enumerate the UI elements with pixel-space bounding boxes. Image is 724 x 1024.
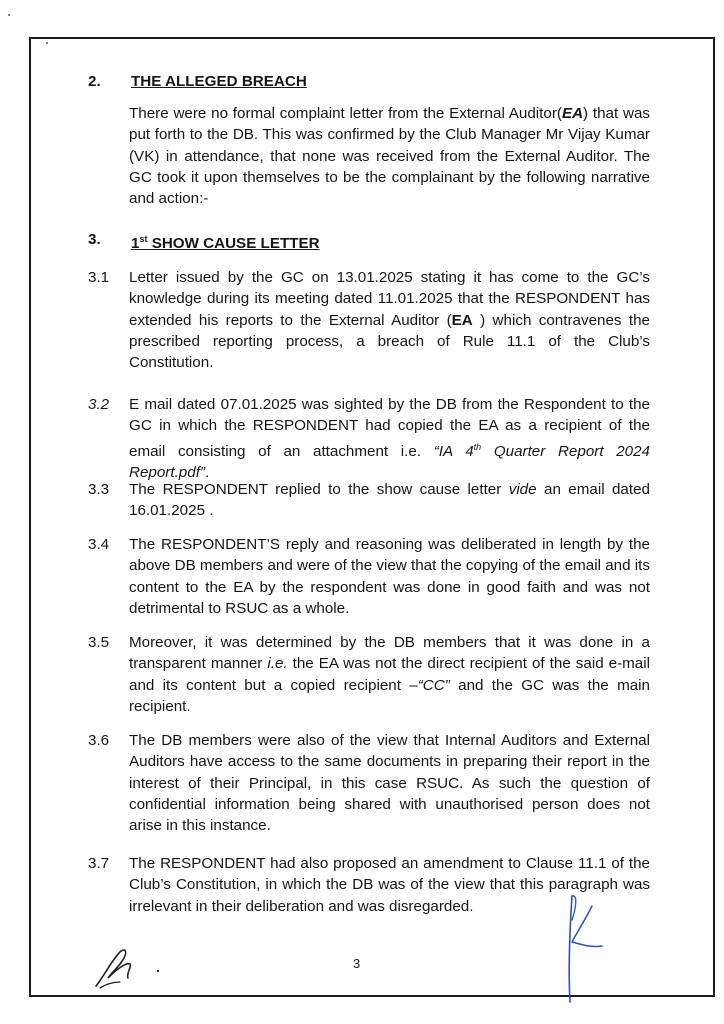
item-number: 3.1 [88, 269, 110, 286]
section-3-number: 3. [88, 231, 101, 248]
item-text: The RESPONDENT had also proposed an amendment to Clause 11.1 of the Club’s Constitution, in which the DB was of the view that this paragraph was irrelevant in their deliberation and was disregarded. [129, 855, 650, 915]
item-text: Letter issued by the GC on 13.01.2025 stating it has come to the GC’s knowledge during its meeting dated 11.01.2025 that the RESPONDENT has extended his reports to the External Auditor (EA ) which contravenes the prescribed reporting process, a breach of Rule 11.1 of the Club’s Constitution. [129, 269, 650, 372]
item-number: 3.6 [88, 732, 110, 749]
item-text: The DB members were also of the view that Internal Auditors and External Auditors have access to the same documents in preparing their report in the interest of their Principal, in this case RSUC. As such the question of confidential information being shared with unauthorised person does not arise in this instance. [129, 732, 650, 835]
page-number: 3 [353, 956, 361, 971]
item-number: 3.7 [88, 855, 110, 872]
item-text: The RESPONDENT replied to the show cause letter vide an email dated 16.01.2025 . [129, 481, 650, 520]
handwritten-signature-left [86, 938, 166, 998]
item-number: 3.5 [88, 634, 110, 651]
item-text: Moreover, it was determined by the DB members that it was done in a transparent manner i.e. the EA was not the direct recipient of the said e-mail and its content but a copied recipient –“CC” and the GC was the main recipient. [129, 634, 650, 715]
item-text: The RESPONDENT’S reply and reasoning was deliberated in length by the above DB members and were of the view that the copying of the email and its content to the EA by the respondent was done in good faith and was not detrimental to RSUC as a whole. [129, 536, 650, 617]
item-number: 3.2 [88, 396, 110, 413]
scan-speck [8, 14, 10, 16]
section-3-heading: 1st SHOW CAUSE LETTER [131, 234, 320, 253]
scan-speck [46, 42, 48, 44]
item-number: 3.3 [88, 481, 110, 498]
section-2-paragraph: There were no formal complaint letter from the External Auditor(EA) that was put forth to the DB. This was confirmed by the Club Manager Mr Vijay Kumar (VK) in attendance, that none was received from the External Auditor. The GC took it upon themselves to be the complainant by the following narrative and action:- [129, 105, 650, 208]
item-text: E mail dated 07.01.2025 was sighted by the DB from the Respondent to the GC in which the RESPONDENT had copied the EA as a recipient of the email consisting of an attachment i.e. “IA 4th Quarter Report 2024 Report.pdf”. [129, 396, 650, 481]
item-number: 3.4 [88, 536, 110, 553]
handwritten-initial-right [552, 886, 622, 1006]
section-2-heading: THE ALLEGED BREACH [131, 73, 307, 90]
section-2-number: 2. [88, 73, 101, 90]
